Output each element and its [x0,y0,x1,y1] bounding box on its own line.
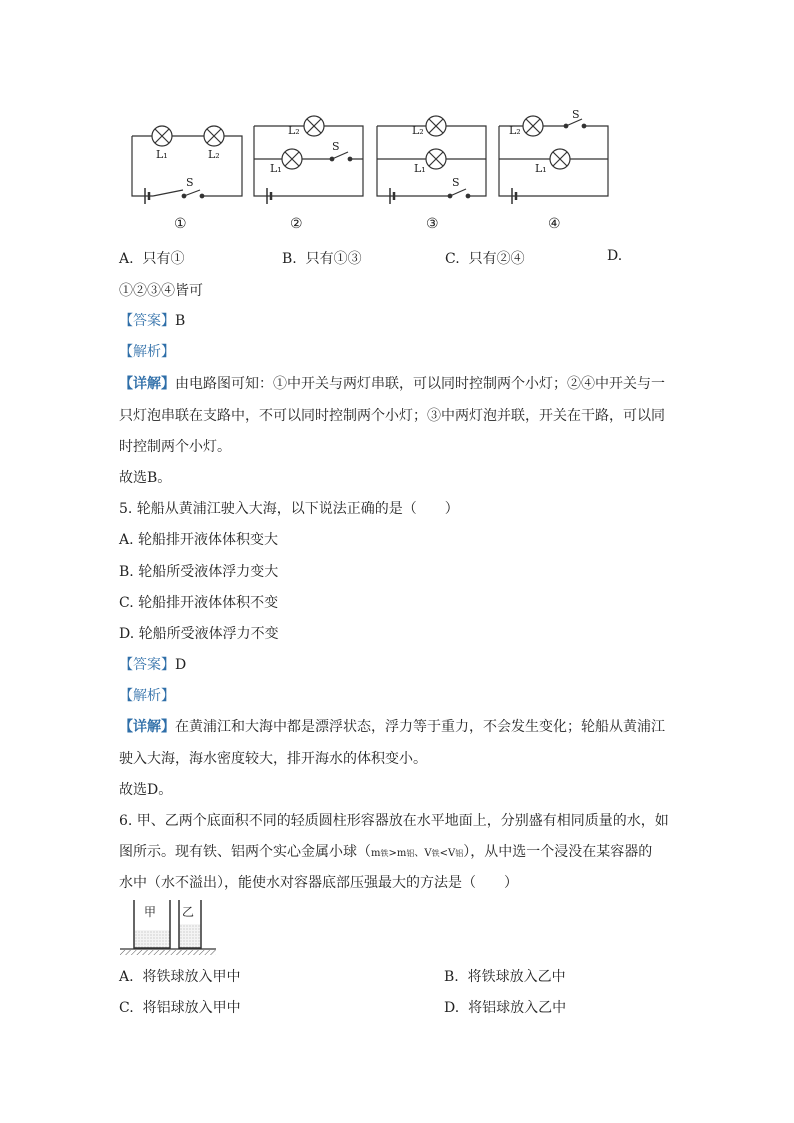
c2-number: ② [290,216,303,232]
q5-option-d: D. 轮船所受液体浮力不变 [119,626,279,642]
q5-option-b: B. 轮船所受液体浮力变大 [119,564,279,580]
q6-stem-line-2: 图所示。现有铁、铝两个实心金属小球（m铁>m铝、V铁<V铝），从中选一个浸没在某容器的 [119,844,653,860]
c1-l1-label: L₁ [156,148,168,161]
circuit-1 [132,126,242,204]
q5-answer: 【答案】D [119,657,187,673]
c4-switch-label: S [572,108,580,121]
c1-l2-label: L₂ [208,148,220,161]
q4-option-a: A. 只有① [119,251,185,267]
q4-option-b: B. 只有①③ [282,251,362,267]
q5-analysis-heading: 【解析】 [119,688,175,704]
circuit-diagrams [120,104,620,234]
q4-conclusion: 故选B。 [119,470,172,486]
q5-option-a: A. 轮船排开液体体积变大 [119,532,279,548]
container-yi-label: 乙 [182,905,195,919]
q6-option-a: A. 将铁球放入甲中 [119,969,241,985]
q6-stem-line-3: 水中（水不溢出），能使水对容器底部压强最大的方法是（ ） [119,875,518,891]
q5-detail-line-2: 驶入大海，海水密度较大，排开海水的体积变小。 [119,751,427,767]
q4-option-d-label: D. [607,248,623,264]
q5-option-c: C. 轮船排开液体体积不变 [119,595,279,611]
ground-hatch [120,950,216,955]
q6-option-c: C. 将铝球放入甲中 [119,1000,241,1016]
c3-l2-label: L₂ [412,124,424,137]
c4-number: ④ [548,216,561,232]
c2-l2-label: L₂ [288,124,300,137]
c2-l1-label: L₁ [270,162,282,175]
q4-detail-line-3: 时控制两个小灯。 [119,439,231,455]
q4-detail-line-1: 【详解】由电路图可知：①中开关与两灯串联，可以同时控制两个小灯；②④中开关与一 [119,376,665,392]
q4-answer: 【答案】B [119,313,186,329]
c3-l1-label: L₁ [414,162,426,175]
c4-l1-label: L₁ [535,162,547,175]
q5-detail-line-1: 【详解】在黄浦江和大海中都是漂浮状态，浮力等于重力，不会发生变化；轮船从黄浦江 [119,719,665,735]
q6-option-b: B. 将铁球放入乙中 [444,969,566,985]
container-yi-water [179,924,201,948]
q4-analysis-heading: 【解析】 [119,344,175,360]
containers-figure [120,898,220,958]
container-jia-water [134,930,170,948]
q6-stem-line-1: 6. 甲、乙两个底面积不同的轻质圆柱形容器放在水平地面上，分别盛有相同质量的水，如 [119,813,669,829]
container-jia-label: 甲 [144,905,157,919]
circuit-3 [377,116,486,204]
c1-switch-label: S [186,176,194,189]
q4-option-c: C. 只有②④ [445,251,525,267]
c3-number: ③ [426,216,439,232]
c1-number: ① [174,216,187,232]
q4-detail-line-2: 只灯泡串联在支路中，不可以同时控制两个小灯；③中两灯泡并联，开关在干路，可以同 [119,408,665,424]
circuit-2 [254,116,363,204]
q4-option-d-text: ①②③④皆可 [119,283,203,299]
c3-switch-label: S [452,176,460,189]
q6-option-d: D. 将铝球放入乙中 [444,1000,567,1016]
c2-switch-label: S [332,140,340,153]
c4-l2-label: L₂ [509,124,521,137]
q5-conclusion: 故选D。 [119,782,173,798]
q5-stem: 5. 轮船从黄浦江驶入大海，以下说法正确的是（ ） [119,501,459,517]
